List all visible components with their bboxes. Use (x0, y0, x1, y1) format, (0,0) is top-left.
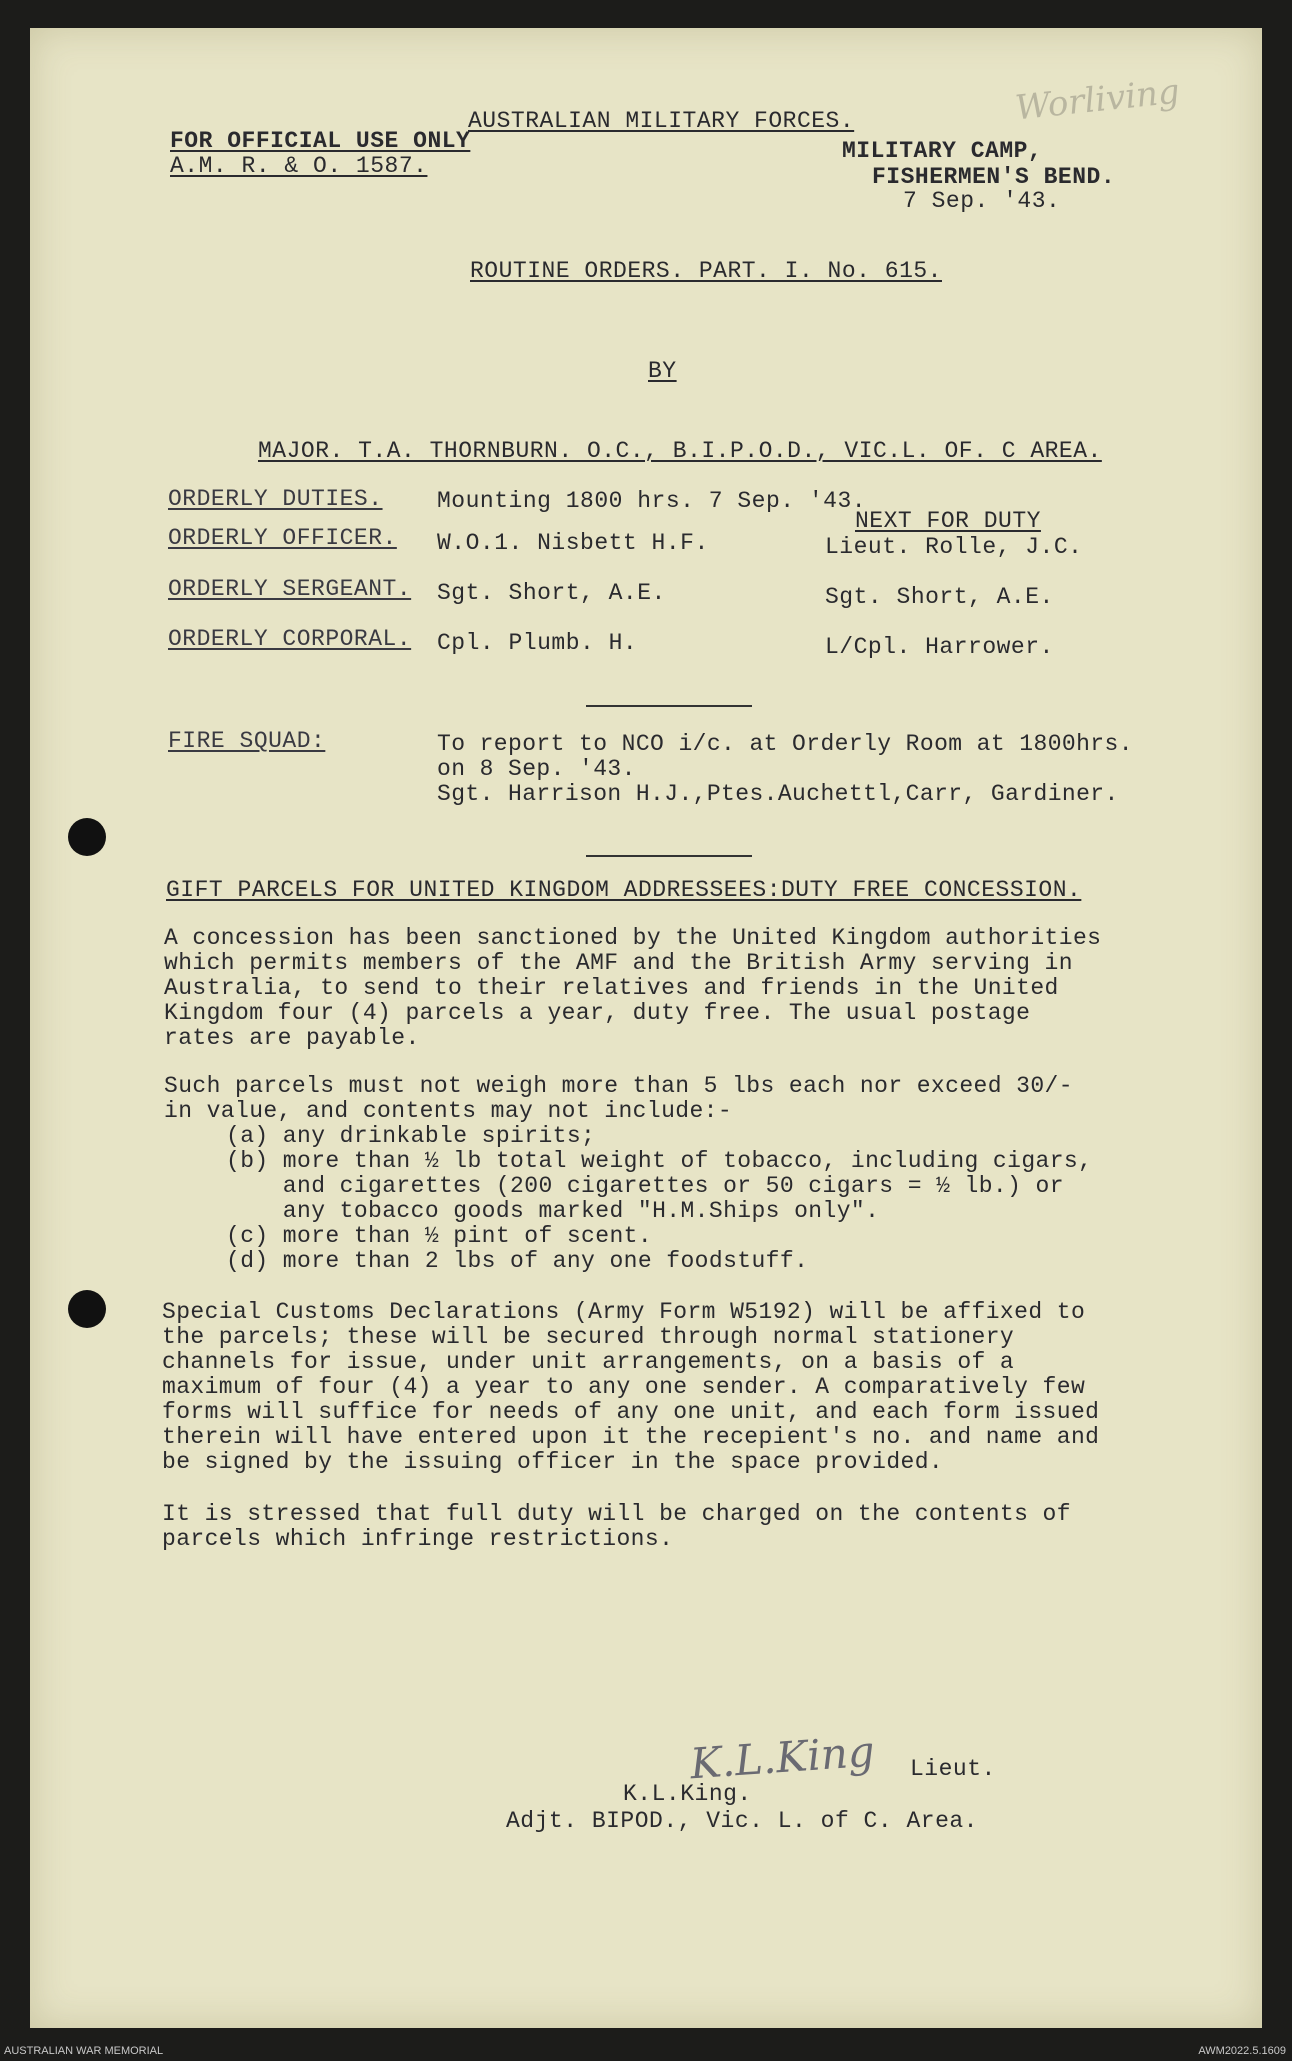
punch-hole (68, 1290, 106, 1328)
list-item: any tobacco goods marked "H.M.Ships only". (226, 1198, 880, 1224)
orderly-sergeant-label: ORDERLY SERGEANT. (168, 576, 412, 602)
list-item: and cigarettes (200 cigarettes or 50 cigars = ½ lb.) or (226, 1173, 1064, 1199)
orderly-officer-label: ORDERLY OFFICER. (168, 525, 397, 551)
mounting-time: Mounting 1800 hrs. 7 Sep. '43. (437, 488, 867, 514)
fire-squad-label: FIRE SQUAD: (168, 728, 326, 754)
reference-number: A.M. R. & O. 1587. (170, 153, 428, 179)
official-use-label: FOR OFFICIAL USE ONLY (170, 128, 471, 154)
orderly-corporal-current: Cpl. Plumb. H. (437, 630, 638, 656)
punch-hole (68, 818, 106, 856)
next-for-duty-label: NEXT FOR DUTY (855, 508, 1041, 534)
orderly-officer-current: W.O.1. Nisbett H.F. (437, 530, 709, 556)
orderly-sergeant-current: Sgt. Short, A.E. (437, 580, 666, 606)
orderly-duties-label: ORDERLY DUTIES. (168, 486, 383, 512)
signatory-title: Adjt. BIPOD., Vic. L. of C. Area. (506, 1808, 978, 1834)
gift-parcels-heading: GIFT PARCELS FOR UNITED KINGDOM ADDRESSEES:DUTY FREE CONCESSION. (166, 877, 1082, 903)
footer-accession: AWM2022.5.1609 (1198, 2045, 1286, 2057)
orderly-sergeant-next: Sgt. Short, A.E. (825, 584, 1054, 610)
section-divider (586, 705, 752, 707)
handwritten-signature: K.L.King (688, 1726, 877, 1789)
document-page: Worliving AUSTRALIAN MILITARY FORCES. FOR OFFICIAL USE ONLY A.M. R. & O. 1587. MILITARY CAMP, FISHERMEN'S BEND. 7 Sep. '43. ROUTINE ORDERS. PART. I. No. 615. BY MAJOR. T.A. THORNBURN. O.C., B.I.P.O.D., VIC.L. OF. C AREA. ORDERLY DUTIES. Mounting 1800 hrs. 7 Sep. '43. NEXT FOR DUTY ORDERLY OFFICER. W.O.1. Nisbett H.F. Lieut. Rolle, J.C. ORDERLY SERGEANT. Sgt. Short, A.E. Sgt. Short, A.E. ORDERLY CORPORAL. Cpl. Plumb. H. L/Cpl. Harrower. FIRE SQUAD: To report to NCO i/c. at Orderly Room at 1800hrs. on 8 Sep. '43. Sgt. Harrison H.J.,Ptes.Auchettl,Carr, Gardiner. GIFT PARCELS FOR UNITED KINGDOM ADDRESSEES:DUTY FREE CONCESSION. A concession has been sanctioned by the United Kingdom authorities which permits members of the AMF and the British Army serving in Australia, to send to their relatives and friends in the United Kingdom four (4) parcels a year, duty free. The usual postage rates are payable. Such parcels must not weigh more than 5 lbs each nor exceed 30/- in value, and contents may not include:- (a) any drinkable spirits; (b) more than ½ lb total weight of tobacco, including cigars, and cigarettes (200 cigarettes or 50 cigars = ½ lb.) or any tobacco goods marked "H.M.Ships only". (c) more than ½ pint of scent. (d) more than 2 lbs of any one foodstuff. Special Customs Declarations (Army Form W5192) will be affixed to the parcels; these will be secured through normal stationery channels for issue, under unit arrangements, on a basis of a maximum of four (4) a year to any one sender. A comparatively few forms will suffice for needs of any one unit, and each form issued therein will have entered upon it the recepient's no. and name and be signed by the issuing officer in the space provided. It is stressed that full duty will be charged on the contents of parcels which infringe restrictions. K.L.King Lieut. K.L.King. Adjt. BIPOD., Vic. L. of C. Area. (30, 28, 1262, 2028)
section-divider (586, 855, 752, 857)
fire-squad-line-3: Sgt. Harrison H.J.,Ptes.Auchettl,Carr, Gardiner. (437, 781, 1119, 807)
fire-squad-line-1: To report to NCO i/c. at Orderly Room at 1800hrs. (437, 731, 1133, 757)
camp-place: FISHERMEN'S BEND. (872, 164, 1116, 190)
routine-orders-title: ROUTINE ORDERS. PART. I. No. 615. (470, 258, 942, 284)
orderly-corporal-label: ORDERLY CORPORAL. (168, 626, 412, 652)
footer-source: AUSTRALIAN WAR MEMORIAL (4, 2045, 164, 2057)
org-heading: AUSTRALIAN MILITARY FORCES. (468, 108, 855, 134)
signatory-rank: Lieut. (910, 1756, 996, 1782)
camp-name: MILITARY CAMP, (842, 138, 1043, 164)
list-item: (a) any drinkable spirits; (226, 1123, 596, 1149)
order-date: 7 Sep. '43. (903, 188, 1061, 214)
orderly-corporal-next: L/Cpl. Harrower. (825, 634, 1054, 660)
list-item: (c) more than ½ pint of scent. (226, 1223, 653, 1249)
orderly-officer-next: Lieut. Rolle, J.C. (825, 534, 1083, 560)
pencil-annotation: Worliving (1013, 71, 1182, 129)
signatory-name: K.L.King. (623, 1781, 752, 1807)
commanding-officer: MAJOR. T.A. THORNBURN. O.C., B.I.P.O.D., VIC.L. OF. C AREA. (258, 438, 1102, 464)
list-item: (b) more than ½ lb total weight of tobacco, including cigars, (226, 1148, 1093, 1174)
by-label: BY (648, 358, 677, 384)
list-item: (d) more than 2 lbs of any one foodstuff. (226, 1248, 809, 1274)
fire-squad-line-2: on 8 Sep. '43. (437, 756, 636, 782)
